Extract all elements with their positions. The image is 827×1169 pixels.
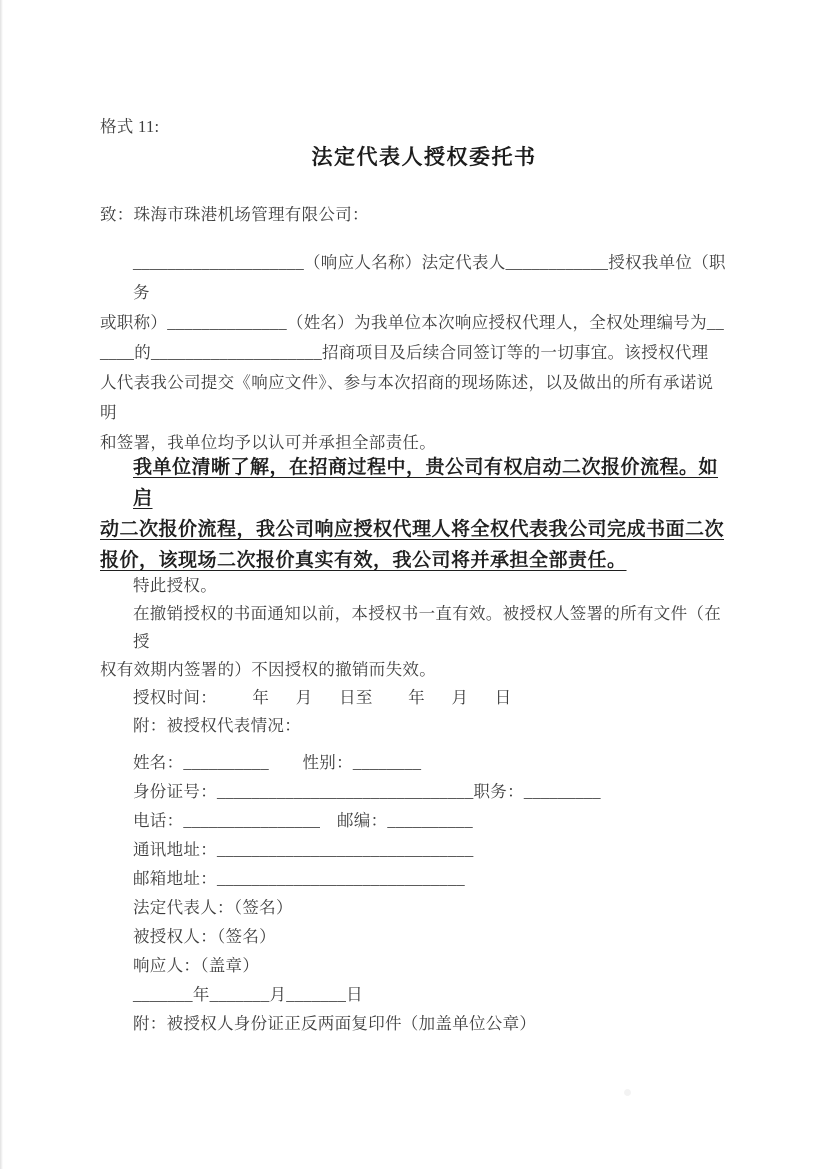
second-quotation-clause bbox=[100, 452, 730, 576]
mailing-address-field-line: 通讯地址：______________________________ bbox=[133, 840, 474, 859]
authorization-paragraph-line: ____的____________________招商项目及后续合同签订等的一切事宜。该授权代理 bbox=[100, 343, 709, 362]
hereby-authorize-line: 特此授权。 bbox=[133, 576, 217, 595]
attachment-intro-line: 附：被授权代表情况： bbox=[133, 716, 301, 735]
authorization-paragraph-line: 或职称）______________（姓名）为我单位本次响应授权代理人，全权处理编号为__ bbox=[100, 313, 724, 332]
authorization-paragraph-line: ____________________（响应人名称）法定代表人____________授权我单位（职务 bbox=[133, 253, 726, 302]
email-address-field-line: 邮箱地址：_____________________________ bbox=[133, 869, 465, 888]
document-title: 法定代表人授权委托书 bbox=[311, 145, 537, 169]
date-blank-line: _______年_______月_______日 bbox=[133, 985, 363, 1004]
authorized-representative-form bbox=[100, 748, 730, 1038]
revocation-clause-line: 在撤销授权的书面通知以前，本授权书一直有效。被授权人签署的所有文件（在授 bbox=[133, 604, 721, 651]
phone-postcode-field-line: 电话：________________ 邮编：__________ bbox=[133, 811, 473, 830]
name-gender-field-line: 姓名：__________ 性别：________ bbox=[133, 753, 422, 772]
revocation-clause-line: 权有效期内签署的）不因授权的撤销而失效。 bbox=[100, 660, 436, 679]
final-attachment-note-line: 附：被授权人身份证正反两面复印件（加盖单位公章） bbox=[133, 1014, 537, 1033]
second-quotation-clause-line: 报价，该现场二次报价真实有效，我公司将并承担全部责任。 bbox=[100, 550, 627, 571]
authorization-terms-block bbox=[100, 572, 730, 740]
authorized-person-signature-line: 被授权人：（签名） bbox=[133, 927, 276, 946]
second-quotation-clause-line: 动二次报价流程，我公司响应授权代理人将全权代表我公司完成书面二次 bbox=[100, 519, 725, 540]
id-number-position-field-line: 身份证号：______________________________职务：_________ bbox=[133, 782, 601, 801]
scan-speck bbox=[624, 1089, 631, 1096]
format-label: 格式 11: bbox=[100, 117, 160, 136]
second-quotation-clause-line: 我单位清晰了解，在招商过程中，贵公司有权启动二次报价流程。如启 bbox=[133, 457, 719, 509]
authorization-paragraph bbox=[100, 248, 730, 458]
authorization-paragraph-line: 人代表我公司提交《响应文件》、参与本次招商的现场陈述，以及做出的所有承诺说明 bbox=[100, 373, 714, 422]
authorization-period-line: 授权时间： 年 月 日至 年 月 日 bbox=[133, 688, 512, 707]
respondent-seal-line: 响应人：（盖章） bbox=[133, 956, 260, 975]
legal-representative-signature-line: 法定代表人：（签名） bbox=[133, 898, 293, 917]
scan-edge-shadow bbox=[0, 0, 3, 1169]
addressee-line: 致：珠海市珠港机场管理有限公司： bbox=[100, 205, 369, 224]
authorization-paragraph-line: 和签署，我单位均予以认可并承担全部责任。 bbox=[100, 433, 436, 452]
